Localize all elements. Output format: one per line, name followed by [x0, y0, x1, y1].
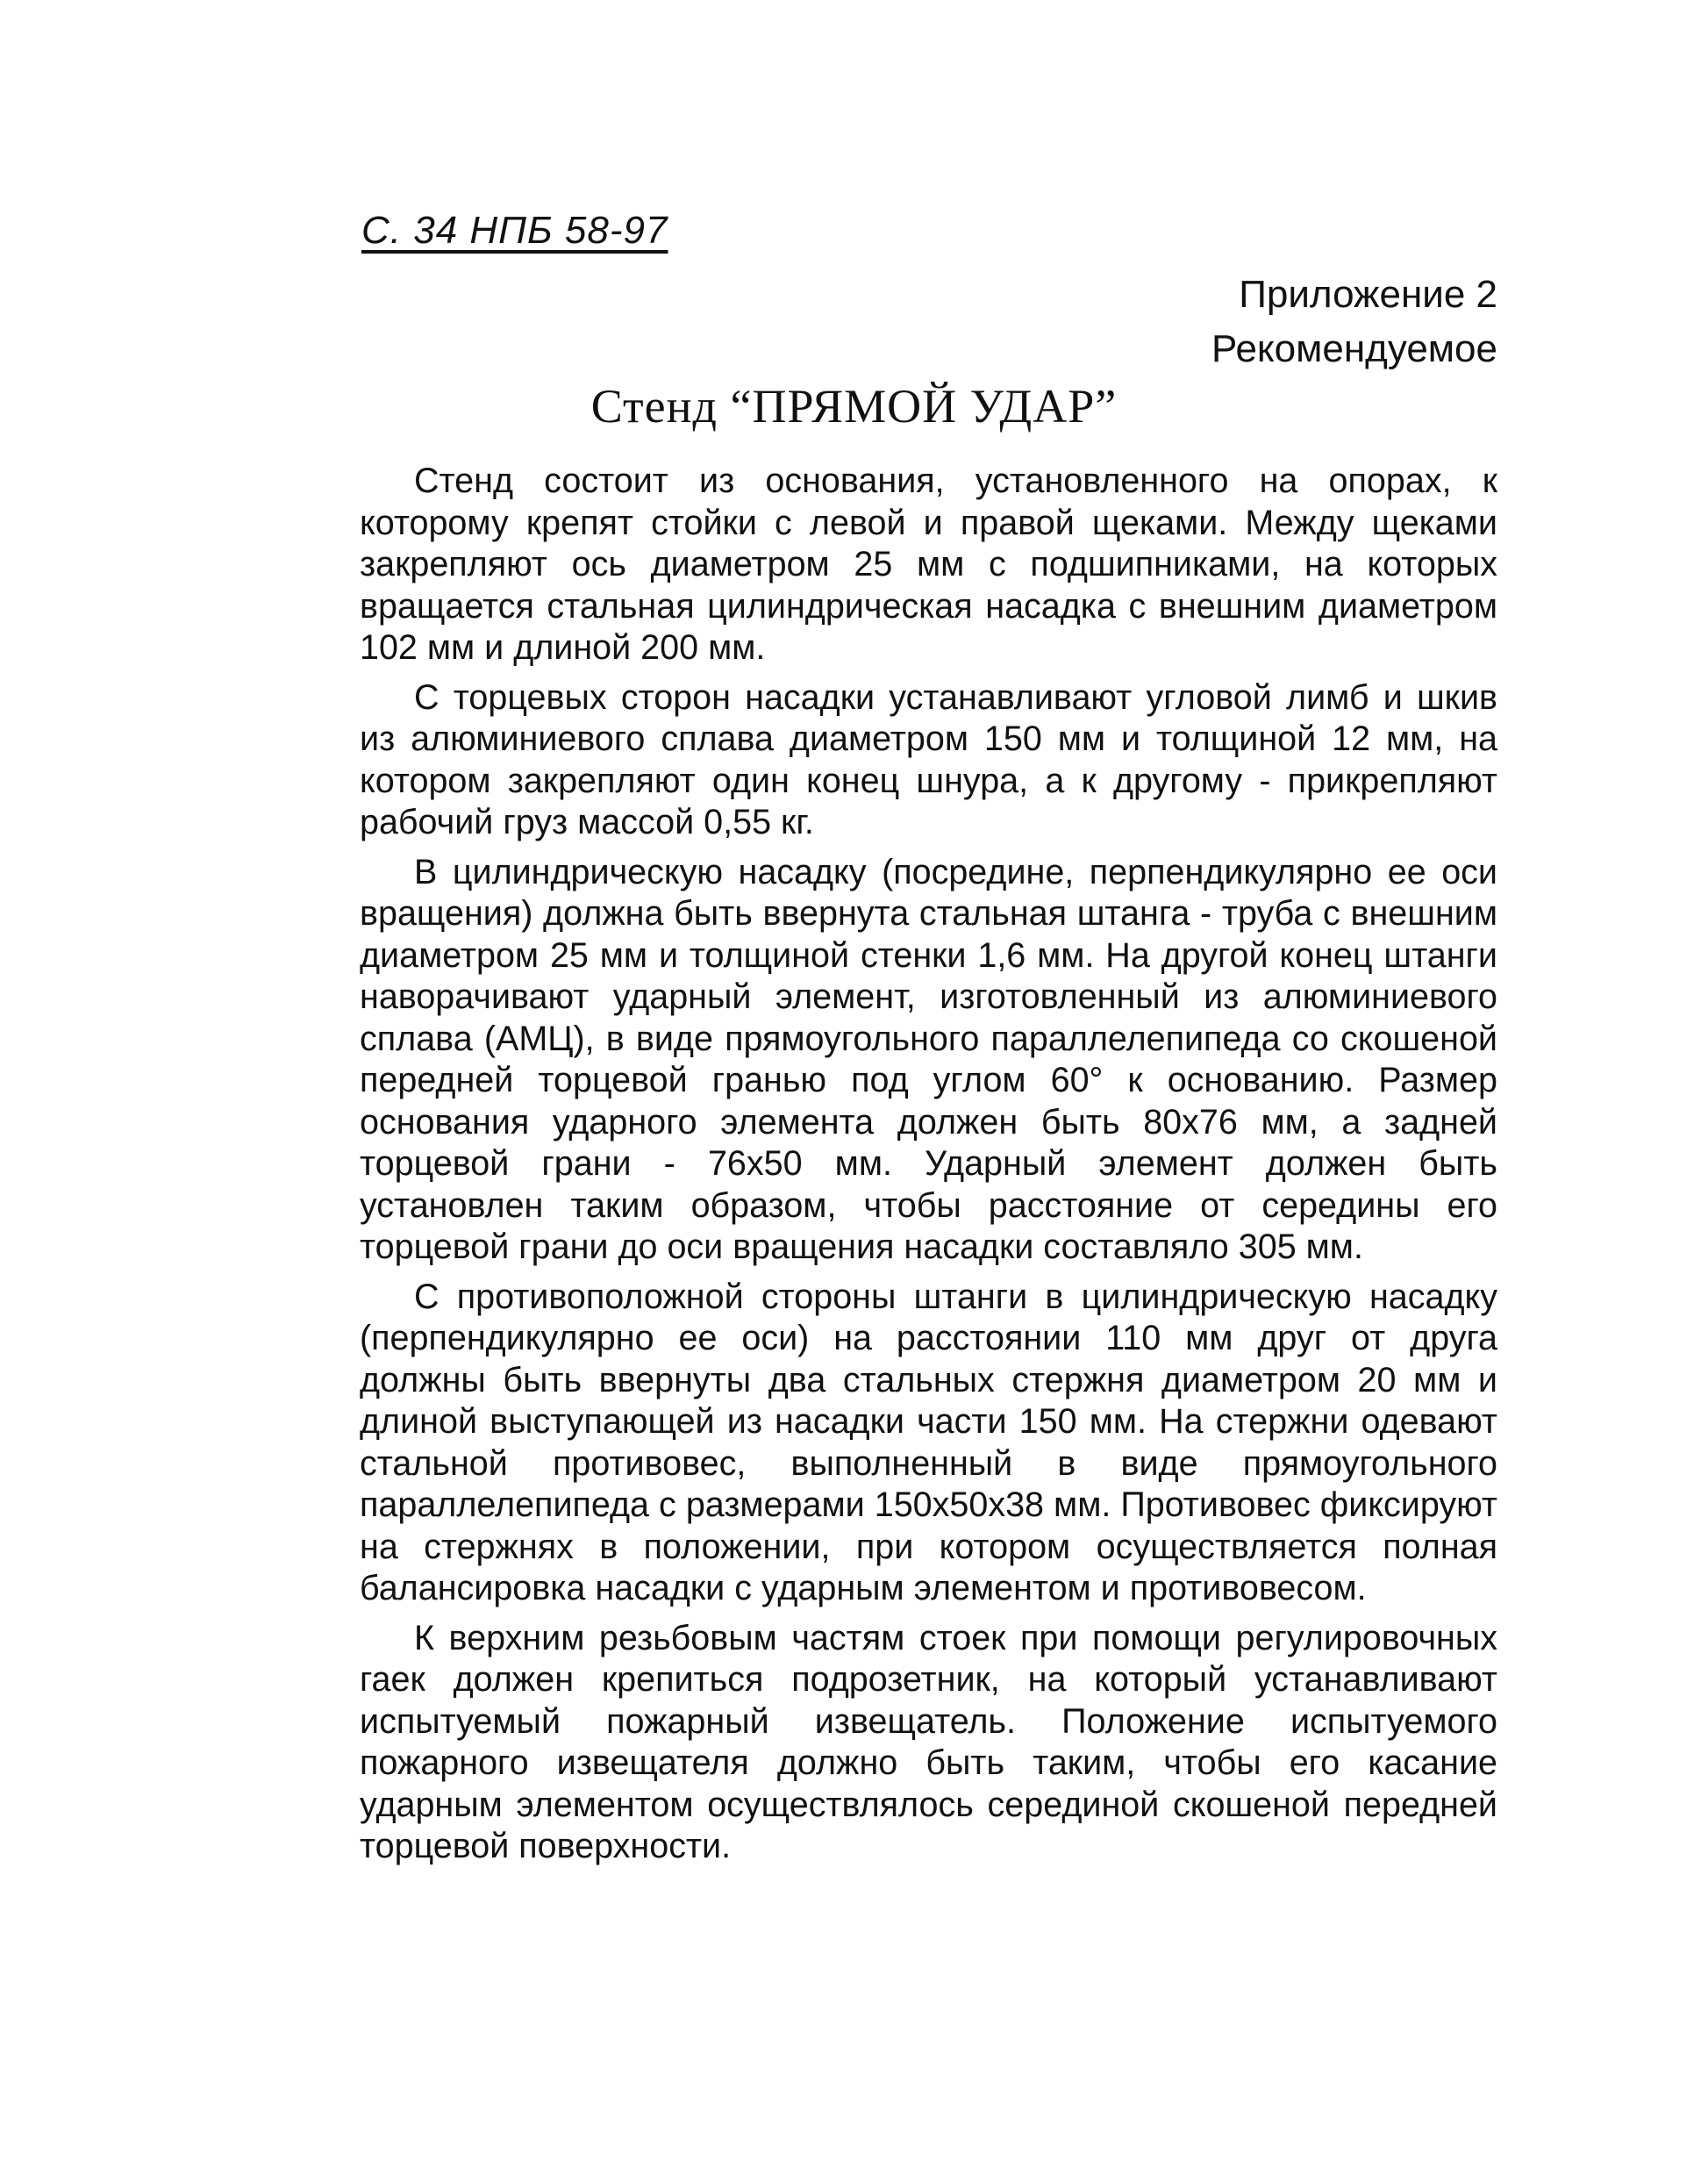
paragraph-1: Стенд состоит из основания, установленного на опорах, к которому крепят стойки с левой и правой щеками. Между щеками закрепляют ось диаметром 25 мм с подшипниками, на которых вращается стальная цилиндрическая насадка с внешним диаметром 102 мм и длиной 200 мм. [360, 462, 1497, 667]
document-title: Стенд “ПРЯМОЙ УДАР” [590, 380, 1118, 433]
document-body [360, 461, 1497, 1876]
paragraph-5: К верхним резьбовым частям стоек при помощи регулировочных гаек должен крепиться подрозетник, на который устанавливают испытуемый пожарный извещатель. Положение испытуемого пожарного извещателя должно быть таким, чтобы его касание ударным элементом осуществлялось серединой скошеной передней торцевой поверхности. [360, 1618, 1497, 1865]
annex-block [883, 268, 1497, 376]
paragraph-4: С противоположной стороны штанги в цилиндрическую насадку (перпендикулярно ее оси) на расстоянии 110 мм друг от друга должны быть ввернуты два стальных стержня диаметром 20 мм и длиной выступающей из насадки части 150 мм. На стержни одевают стальной противовес, выполненный в виде прямоугольного параллелепипеда с размерами 150х50х38 мм. Противовес фиксируют на стержнях в положении, при котором осуществляется полная балансировка насадки с ударным элементом и противовесом. [360, 1277, 1497, 1607]
paragraph-3: В цилиндрическую насадку (посредине, перпендикулярно ее оси вращения) должна быть ввернута стальная штанга - труба с внешним диаметром 25 мм и толщиной стенки 1,6 мм. На другой конец штанги наворачивают ударный элемент, изготовленный из алюминиевого сплава (АМЦ), в виде прямоугольного параллелепипеда со скошеной передней торцевой гранью под углом 60° к основанию. Размер основания ударного элемента должен быть 80х76 мм, а задней торцевой грани - 76х50 мм. Ударный элемент должен быть установлен таким образом, чтобы расстояние от середины его торцевой грани до оси вращения насадки составляло 305 мм. [360, 852, 1497, 1266]
page-header: С. 34 НПБ 58-97 [361, 209, 668, 252]
paragraph-2: С торцевых сторон насадки устанавливают угловой лимб и шкив из алюминиевого сплава диаметром 150 мм и толщиной 12 мм, на котором закрепляют один конец шнура, а к другому - прикрепляют рабочий груз массой 0,55 кг. [360, 677, 1497, 841]
annex-status: Рекомендуемое [1211, 327, 1497, 370]
annex-label: Приложение 2 [1239, 273, 1497, 316]
